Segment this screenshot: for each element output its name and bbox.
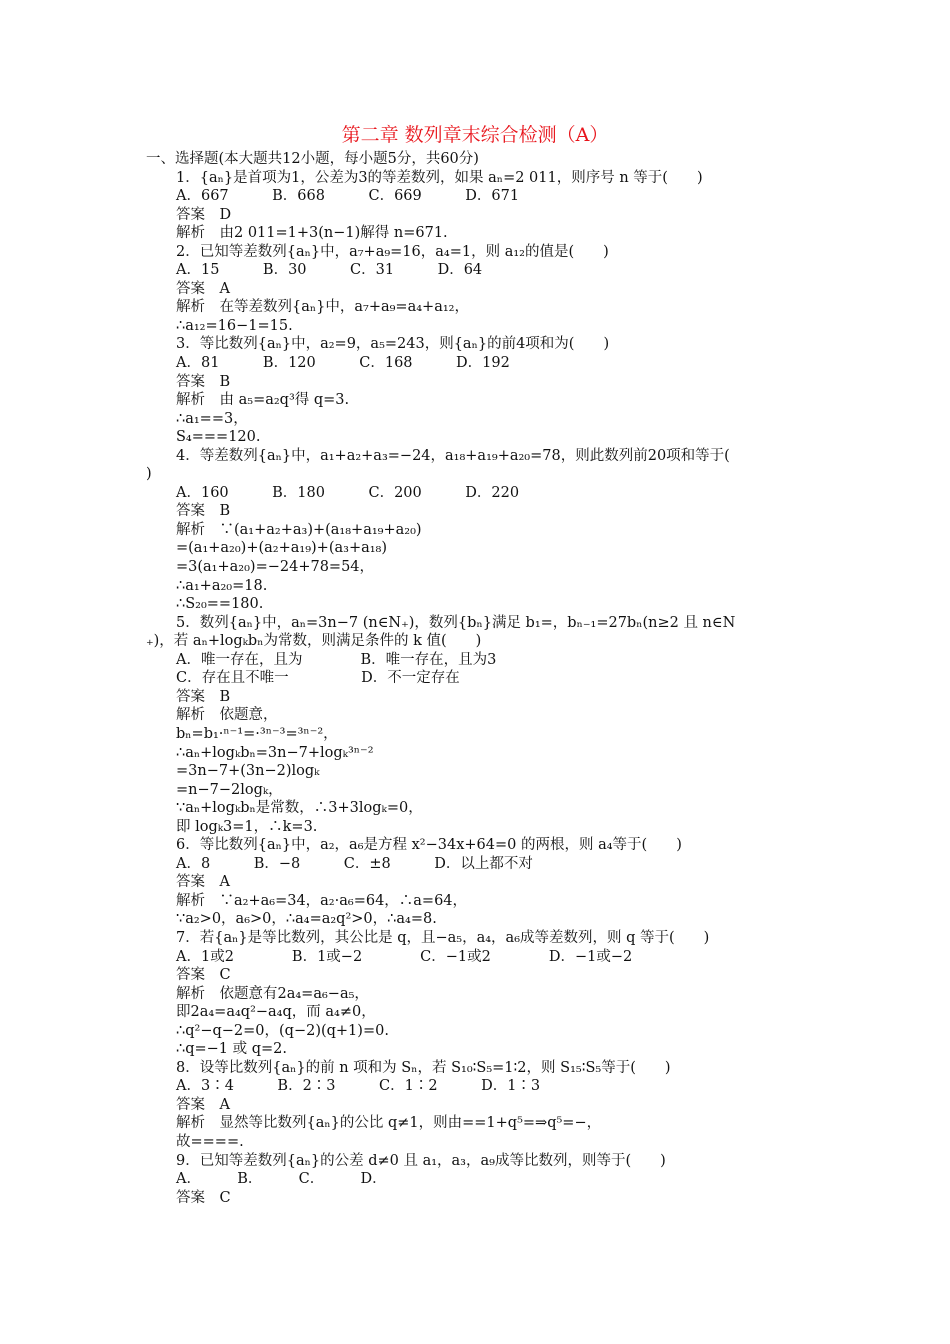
text-line: A．8 B．−8 C．±8 D．以上都不对 xyxy=(176,855,533,872)
text-line: 8．设等比数列{aₙ}的前 n 项和为 Sₙ，若 S₁₀∶S₅=1∶2，则 S₁₅∶S₅等于( ) xyxy=(176,1059,671,1076)
text-line: 答案 C xyxy=(176,967,231,984)
text-line: 答案 B xyxy=(176,688,231,705)
text-line: 解析 依题意， xyxy=(176,707,278,724)
text-line: A．唯一存在，且为 B．唯一存在，且为3 xyxy=(176,651,497,668)
text-line: 答案 A xyxy=(176,874,230,891)
text-line: 解析 在等差数列{aₙ}中，a₇+a₉=a₄+a₁₂， xyxy=(176,299,469,316)
text-line: 3．等比数列{aₙ}中，a₂=9，a₅=243，则{aₙ}的前4项和为( ) xyxy=(176,336,610,353)
text-line: 7．若{aₙ}是等比数列，其公比是 q，且−a₅，a₄，a₆成等差数列，则 q 等于( ) xyxy=(176,929,710,946)
text-line: 6．等比数列{aₙ}中，a₂，a₆是方程 x²−34x+64=0 的两根，则 a₄等于( ) xyxy=(176,837,682,854)
text-line: 答案 A xyxy=(176,280,230,297)
text-line: ∵aₙ+logₖbₙ是常数，∴3+3logₖ=0， xyxy=(176,800,423,817)
text-line: 一、选择题(本大题共12小题，每小题5分，共60分) xyxy=(146,151,479,167)
document-body xyxy=(0,150,950,1207)
text-line: A． B． C． D． xyxy=(176,1171,387,1188)
text-line: 1．{aₙ}是首项为1，公差为3的等差数列，如果 aₙ=2 011，则序号 n 等于( ) xyxy=(176,169,703,186)
text-line: A．81 B．120 C．168 D．192 xyxy=(176,355,510,372)
document-title: 第二章 数列章末综合检测（A） xyxy=(341,124,609,146)
text-line: 解析 依题意有2a₄=a₆−a₅， xyxy=(176,985,369,1002)
text-line: 答案 B xyxy=(176,503,231,520)
text-line: 答案 C xyxy=(176,1189,231,1206)
text-line: ₊)，若 aₙ+logₖbₙ为常数，则满足条件的 k 值( ) xyxy=(146,633,482,650)
text-line: 2．已知等差数列{aₙ}中，a₇+a₉=16，a₄=1，则 a₁₂的值是( ) xyxy=(176,243,609,260)
text-line: 5．数列{aₙ}中，aₙ=3n−7 (n∈N₊)，数列{bₙ}满足 b₁=，bₙ₋₁=27bₙ(n≥2 且 n∈N xyxy=(176,614,736,631)
text-line: 答案 D xyxy=(176,206,232,223)
text-line: ∴aₙ+logₖbₙ=3n−7+logₖ³ⁿ⁻² xyxy=(176,744,374,761)
text-line: ) xyxy=(146,466,152,483)
text-line: 即2a₄=a₄q²−a₄q，而 a₄≠0， xyxy=(176,1004,376,1021)
text-line: 故====. xyxy=(176,1133,244,1150)
text-line: bₙ=b₁·ⁿ⁻¹=·³ⁿ⁻³=³ⁿ⁻²， xyxy=(176,725,338,742)
text-line: ∵a₂>0，a₆>0，∴a₄=a₂q²>0，∴a₄=8. xyxy=(176,911,437,928)
text-line: 解析 显然等比数列{aₙ}的公比 q≠1，则由==1+q⁵=⇒q⁵=−， xyxy=(176,1115,602,1132)
text-line: =(a₁+a₂₀)+(a₂+a₁₉)+(a₃+a₁₈) xyxy=(176,540,388,557)
text-line: ∴q=−1 或 q=2. xyxy=(176,1041,288,1058)
text-line: 解析 ∵a₂+a₆=34，a₂·a₆=64，∴a=64， xyxy=(176,892,468,909)
text-line: A．15 B．30 C．31 D．64 xyxy=(176,262,483,279)
text-line: =3n−7+(3n−2)logₖ xyxy=(176,763,320,780)
text-line: C．存在且不唯一 D．不一定存在 xyxy=(176,670,460,687)
text-line: 4．等差数列{aₙ}中，a₁+a₂+a₃=−24，a₁₈+a₁₉+a₂₀=78，则此数列前20项和等于( xyxy=(176,447,730,464)
text-line: 解析 由2 011=1+3(n−1)解得 n=671. xyxy=(176,225,448,242)
text-line: 答案 B xyxy=(176,373,231,390)
text-line: S₄===120. xyxy=(176,429,261,446)
text-line: 9．已知等差数列{aₙ}的公差 d≠0 且 a₁，a₃，a₉成等比数列，则等于( ) xyxy=(176,1152,666,1169)
text-line: A．3∶4 B．2∶3 C．1∶2 D．1∶3 xyxy=(176,1078,541,1095)
text-line: 答案 A xyxy=(176,1096,230,1113)
text-line: ∴q²−q−2=0，(q−2)(q+1)=0. xyxy=(176,1022,389,1039)
text-line: 解析 ∵(a₁+a₂+a₃)+(a₁₈+a₁₉+a₂₀) xyxy=(176,521,422,538)
text-line: 即 logₖ3=1，∴k=3. xyxy=(176,818,318,835)
text-line: ∴a₁₂=16−1=15. xyxy=(176,317,293,334)
text-line: =3(a₁+a₂₀)=−24+78=54， xyxy=(176,559,375,576)
text-line: A．667 B．668 C．669 D．671 xyxy=(176,188,520,205)
text-line: =n−7−2logₖ， xyxy=(176,781,283,798)
text-line: ∴S₂₀==180. xyxy=(176,596,264,613)
text-line: ∴a₁==3， xyxy=(176,410,248,427)
text-line: 解析 由 a₅=a₂q³得 q=3. xyxy=(176,392,350,409)
text-line: ∴a₁+a₂₀=18. xyxy=(176,577,268,594)
text-line: A．160 B．180 C．200 D．220 xyxy=(176,484,520,501)
text-line: A．1或2 B．1或−2 C．−1或2 D．−1或−2 xyxy=(176,948,633,965)
